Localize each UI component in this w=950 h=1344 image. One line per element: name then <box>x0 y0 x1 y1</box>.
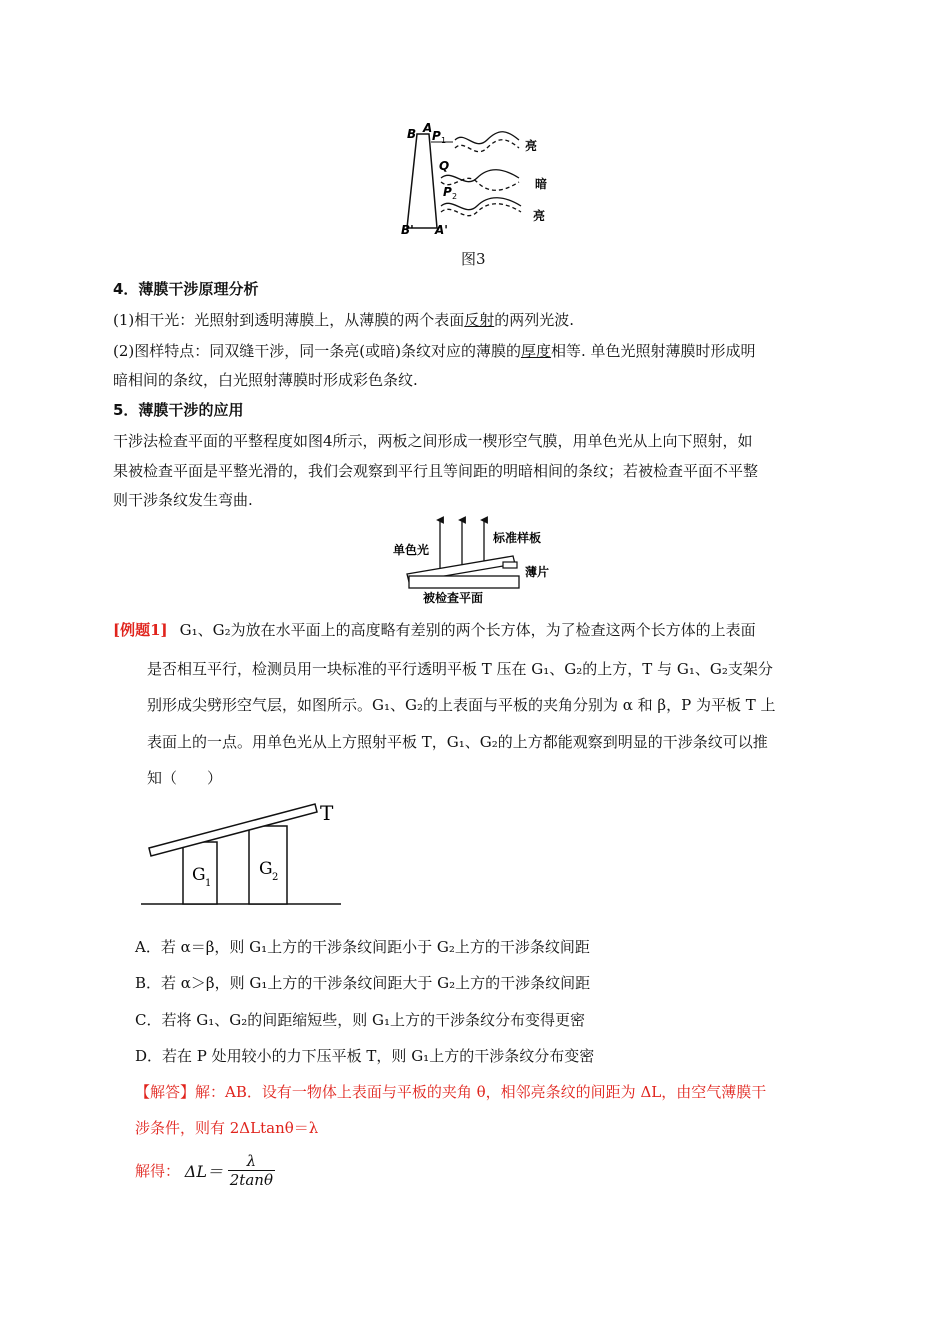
solve-label: 解得： <box>135 1162 181 1180</box>
section-5-line1: 干涉法检查平面的平整程度如图4所示，两板之间形成一楔形空气膜，用单色光从上向下照射，如 <box>113 432 753 450</box>
figure-3 <box>395 120 565 238</box>
label-a-prime: A' <box>435 223 448 237</box>
label-q: Q <box>439 159 450 173</box>
option-a: A．若 α＝β，则 G₁上方的干涉条纹间距小于 G₂上方的干涉条纹间距 <box>135 938 590 956</box>
label-bright-top: 亮 <box>525 139 538 153</box>
example-1-line2: 是否相互平行，检测员用一块标准的平行透明平板 T 压在 G₁、G₂的上方，T 与 G₁、G₂支架分 <box>147 660 773 678</box>
section-5-line2: 果被检查平面是平整光滑的，我们会观察到平行且等间距的明暗相间的条纹；若被检查平面不平整 <box>113 462 759 480</box>
p1-text-before: (1)相干光：光照射到透明薄膜上，从薄膜的两个表面 <box>113 311 465 329</box>
p2-text-before: (2)图样特点：同双缝干涉，同一条亮(或暗)条纹对应的薄膜的 <box>113 342 521 360</box>
label-p1: P <box>432 129 441 143</box>
label-p2-sub: 2 <box>452 192 458 201</box>
answer-line2: 涉条件，则有 2ΔLtanθ＝λ <box>135 1119 319 1137</box>
label-g1-sub: 1 <box>205 878 212 889</box>
answer-line1 <box>135 1082 766 1102</box>
option-b: B．若 α＞β，则 G₁上方的干涉条纹间距大于 G₂上方的干涉条纹间距 <box>135 974 591 992</box>
wave-bright-top-1 <box>455 132 519 144</box>
thin-sheet <box>503 562 517 568</box>
wedge-film <box>407 134 437 228</box>
option-d: D．若在 P 处用较小的力下压平板 T，则 G₁上方的干涉条纹分布变密 <box>135 1047 595 1065</box>
p2-text-after: 相等. 单色光照射薄膜时形成明 <box>550 342 756 360</box>
answer-formula <box>135 1152 275 1189</box>
label-g2-sub: 2 <box>272 872 279 883</box>
label-b: B <box>407 127 417 141</box>
label-b-prime: B' <box>401 223 414 237</box>
example-1-line5: 知（ ） <box>147 769 223 787</box>
example-1-line3: 别形成尖劈形空气层，如图所示。G₁、G₂的上表面与平板的夹角分别为 α 和 β，P 为平板 T 上 <box>147 696 776 714</box>
section-4-title: 4．薄膜干涉原理分析 <box>113 280 259 298</box>
label-bright-bottom: 亮 <box>533 209 546 223</box>
example-1-line4: 表面上的一点。用单色光从上方照射平板 T，G₁、G₂的上方都能观察到明显的干涉条纹可以推 <box>147 733 768 751</box>
label-a: A <box>423 121 433 135</box>
label-inspected-surface: 被检查平面 <box>423 591 484 605</box>
section-4-p1 <box>113 310 574 330</box>
formula-fraction <box>228 1152 275 1189</box>
wave-dark-1 <box>441 170 519 182</box>
label-p2: P <box>443 185 452 199</box>
formula-numerator: λ <box>228 1152 275 1171</box>
label-dark: 暗 <box>535 177 548 191</box>
formula-lhs: ΔL＝ <box>184 1162 223 1181</box>
section-5-title: 5．薄膜干涉的应用 <box>113 401 244 419</box>
section-4-p2 <box>113 341 756 361</box>
p1-text-after: 的两列光波. <box>494 311 575 329</box>
formula-denominator: 2tanθ <box>229 1171 273 1189</box>
wave-bright-bottom-2 <box>441 204 521 216</box>
label-standard-plate: 标准样板 <box>493 531 542 545</box>
example-tag: [例题1] <box>113 621 168 639</box>
answer-tag: 【解答】 <box>135 1083 196 1101</box>
example-figure <box>135 798 345 910</box>
p2-underlined-term: 厚度 <box>520 342 551 360</box>
example-text-1: G₁、G₂为放在水平面上的高度略有差别的两个长方体，为了检查这两个长方体的上表面 <box>179 621 756 639</box>
example-1-line1 <box>113 620 756 640</box>
label-g1: G <box>192 865 206 885</box>
inspected-surface <box>409 576 519 588</box>
label-p1-sub: 1 <box>441 136 447 145</box>
p1-underlined-term: 反射 <box>464 311 495 329</box>
wave-dark-2 <box>441 178 519 190</box>
figure-4 <box>385 514 585 608</box>
label-t: T <box>320 801 334 825</box>
label-monochromatic-light: 单色光 <box>393 543 430 557</box>
section-5-line3: 则干涉条纹发生弯曲. <box>113 491 253 509</box>
label-g2: G <box>259 859 273 879</box>
figure-3-caption: 图3 <box>461 250 486 268</box>
plate-t <box>149 804 317 856</box>
label-thin-sheet: 薄片 <box>525 565 550 579</box>
section-4-p2-line2: 暗相间的条纹，白光照射薄膜时形成彩色条纹. <box>113 371 418 389</box>
option-c: C．若将 G₁、G₂的间距缩短些，则 G₁上方的干涉条纹分布变得更密 <box>135 1011 586 1029</box>
answer-text-1: 解：AB．设有一物体上表面与平板的夹角 θ，相邻亮条纹的间距为 ΔL，由空气薄膜干 <box>195 1083 767 1101</box>
wave-bright-top-2 <box>455 140 519 152</box>
